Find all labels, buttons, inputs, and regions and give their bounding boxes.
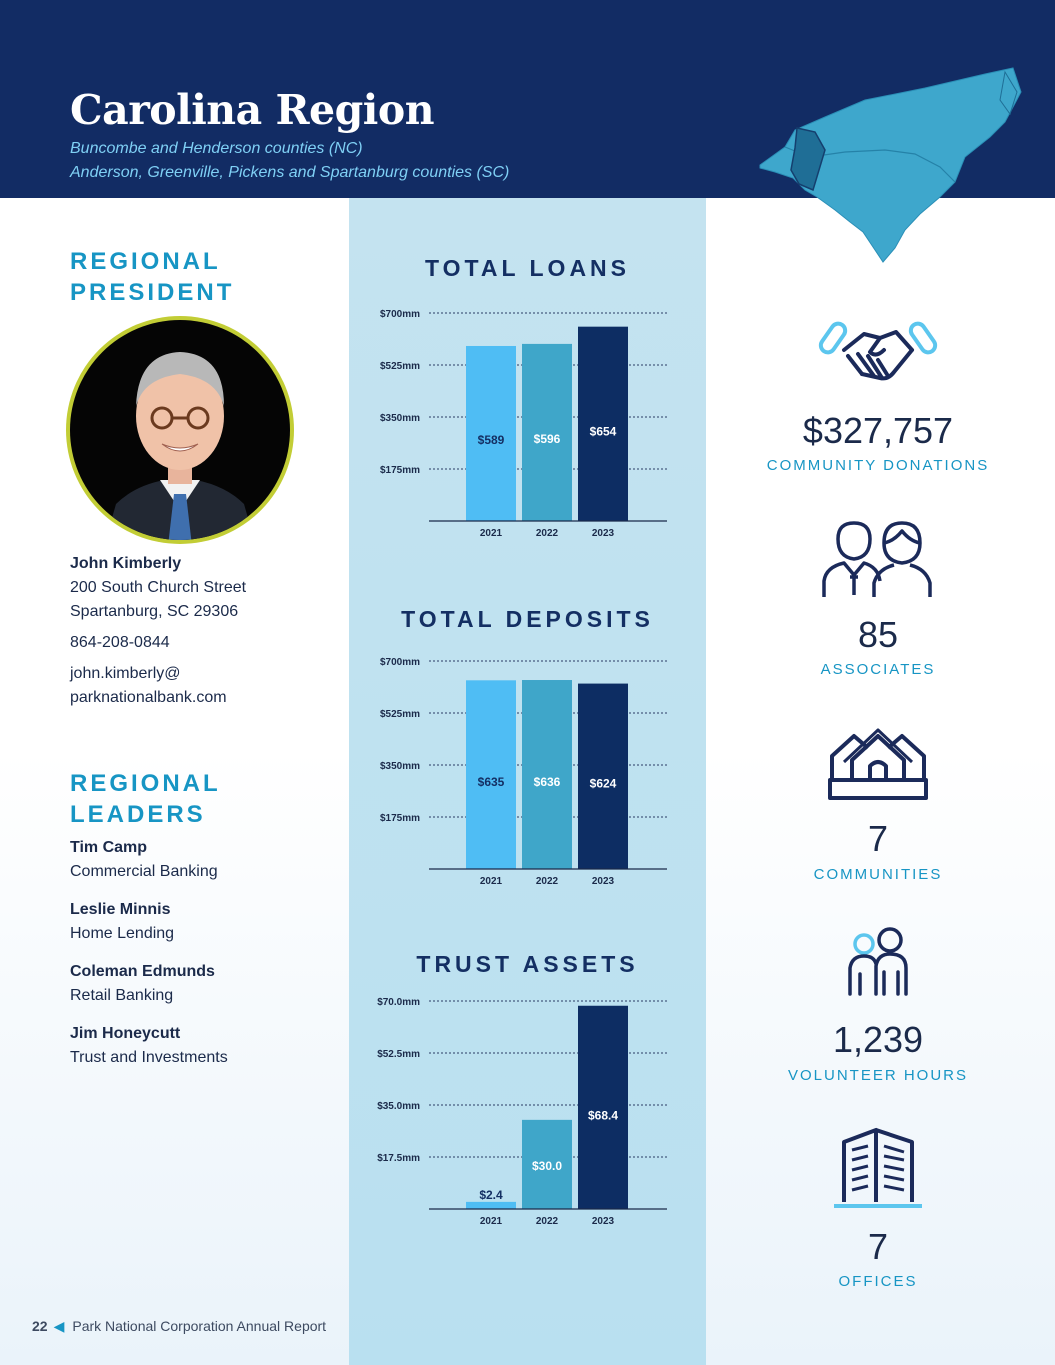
regional-leaders-heading	[70, 768, 221, 830]
leader-role: Trust and Investments	[70, 1049, 228, 1066]
y-tick-label: $700mm	[379, 309, 420, 320]
bar-value-label: $30.0	[531, 1158, 563, 1173]
volunteers-icon	[818, 922, 938, 1012]
bar-value-label: $596	[533, 432, 561, 447]
bar-value-label: $624	[589, 776, 617, 791]
subtitle-sc: Anderson, Greenville, Pickens and Spartanburg counties (SC)	[70, 164, 510, 181]
stat-value-volunteer-hours: 1,239	[832, 1019, 924, 1060]
y-tick-label: $525mm	[379, 361, 420, 372]
carolinas-map	[755, 62, 1025, 264]
leader-role: Home Lending	[70, 925, 175, 942]
associates-icon	[818, 515, 938, 605]
houses-icon	[818, 722, 938, 812]
y-tick-label: $175mm	[379, 465, 420, 476]
stat-value-associates: 85	[857, 614, 899, 655]
stat-value-offices: 7	[867, 1226, 889, 1267]
bar-value-label: $635	[477, 774, 505, 789]
leader-name: Leslie Minnis	[70, 901, 171, 918]
x-tick-label: 2023	[591, 528, 615, 539]
total-loans-chart	[349, 295, 706, 545]
subtitle-nc: Buncombe and Henderson counties (NC)	[70, 140, 363, 157]
president-portrait	[64, 314, 296, 546]
leader-name: Tim Camp	[70, 839, 148, 856]
heading-line: PRESIDENT	[70, 279, 235, 306]
total-deposits-title: TOTAL DEPOSITS	[401, 606, 654, 632]
x-tick-label: 2021	[479, 1216, 503, 1227]
y-tick-label: $525mm	[379, 709, 420, 720]
x-tick-label: 2022	[535, 528, 559, 539]
president-name: John Kimberly	[70, 555, 182, 572]
bar-value-label: $589	[477, 432, 505, 447]
bar-value-label: $68.4	[587, 1108, 619, 1123]
handshake-icon	[818, 312, 938, 402]
stat-value-donations: $327,757	[802, 410, 954, 451]
page-title: Carolina Region	[70, 86, 435, 134]
president-phone: 864-208-0844	[70, 634, 170, 651]
y-tick-label: $70.0mm	[377, 997, 420, 1008]
x-tick-label: 2022	[535, 876, 559, 887]
x-tick-label: 2021	[479, 528, 503, 539]
x-tick-label: 2022	[535, 1216, 559, 1227]
bar-2021	[466, 1202, 516, 1209]
stat-label-offices: OFFICES	[838, 1273, 918, 1290]
x-tick-label: 2023	[591, 1216, 615, 1227]
y-tick-label: $350mm	[379, 413, 420, 424]
trust-assets-title: TRUST ASSETS	[416, 951, 639, 977]
president-email-line2[interactable]: parknationalbank.com	[70, 689, 227, 706]
stat-label-associates: ASSOCIATES	[820, 661, 936, 678]
y-tick-label: $350mm	[379, 761, 420, 772]
footer-text: Park National Corporation Annual Report	[72, 1318, 327, 1334]
leader-name: Jim Honeycutt	[70, 1025, 181, 1042]
y-tick-label: $52.5mm	[377, 1049, 420, 1060]
triangle-left-icon: ◀	[53, 1318, 65, 1334]
bar-value-label: $2.4	[479, 1187, 503, 1202]
total-loans-title: TOTAL LOANS	[425, 255, 630, 281]
stat-label-donations: COMMUNITY DONATIONS	[766, 457, 990, 474]
stat-label-volunteer-hours: VOLUNTEER HOURS	[787, 1067, 969, 1084]
president-address-line1: 200 South Church Street	[70, 579, 247, 596]
x-tick-label: 2023	[591, 876, 615, 887]
president-email-line1[interactable]: john.kimberly@	[70, 665, 181, 682]
regional-president-heading	[70, 246, 234, 308]
heading-line: REGIONAL	[70, 770, 221, 797]
y-tick-label: $35.0mm	[377, 1101, 420, 1112]
president-address-line2: Spartanburg, SC 29306	[70, 603, 239, 620]
bar-2023	[578, 1006, 628, 1209]
leader-role: Commercial Banking	[70, 863, 218, 880]
total-deposits-chart	[349, 643, 706, 893]
heading-line: LEADERS	[70, 801, 206, 828]
leader-name: Coleman Edmunds	[70, 963, 215, 980]
page-number: 22	[32, 1318, 48, 1334]
trust-assets-chart	[349, 983, 706, 1233]
office-building-icon	[818, 1124, 938, 1214]
y-tick-label: $17.5mm	[377, 1153, 420, 1164]
leader-role: Retail Banking	[70, 987, 174, 1004]
bar-value-label: $654	[589, 424, 617, 439]
y-tick-label: $700mm	[379, 657, 420, 668]
page-footer	[32, 1318, 326, 1335]
x-tick-label: 2021	[479, 876, 503, 887]
heading-line: REGIONAL	[70, 248, 221, 275]
stat-value-communities: 7	[867, 818, 889, 859]
bar-value-label: $636	[533, 774, 561, 789]
stat-label-communities: COMMUNITIES	[813, 866, 943, 883]
y-tick-label: $175mm	[379, 813, 420, 824]
